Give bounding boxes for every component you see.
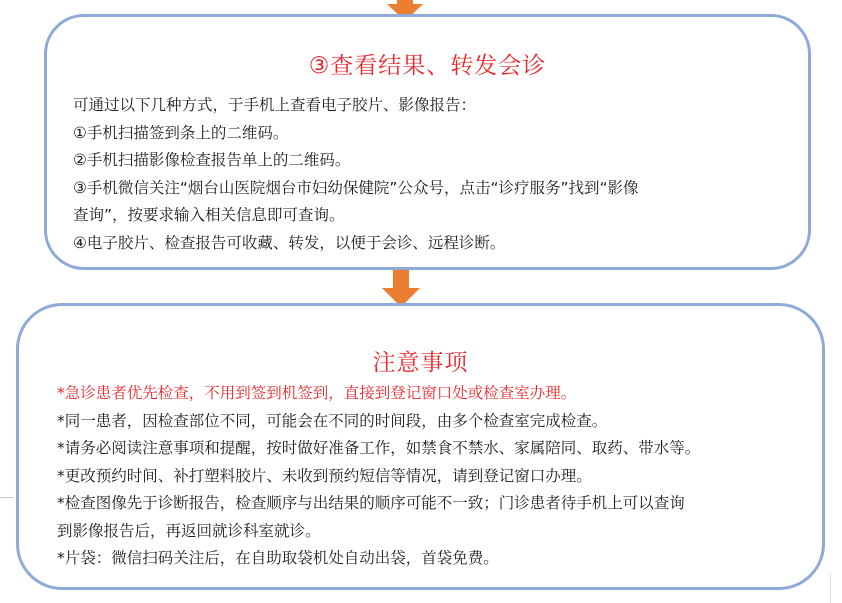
results-line: ③手机微信关注“烟台山医院烟台市妇幼保健院”公众号，点击“诊疗服务”找到“影像 <box>73 178 639 197</box>
notes-line: 到影像报告后，再返回就诊科室就诊。 <box>57 521 321 540</box>
notes-line: *检查图像先于诊断报告，检查顺序与出结果的顺序可能不一致；门诊患者待手机上可以查询 <box>57 494 685 512</box>
notes-line: *片袋：微信扫码关注后，在自助取袋机处自动出袋，首袋免费。 <box>57 549 499 567</box>
results-line: 可通过以下几种方式，于手机上查看电子胶片、影像报告： <box>73 96 477 114</box>
notes-line-emergency: *急诊患者优先检查，不用到签到机签到，直接到登记窗口处或检查室办理。 <box>57 384 577 402</box>
results-section-body <box>73 92 785 257</box>
results-section-title: ③查看结果、转发会诊 <box>308 53 547 79</box>
results-line: 查询”，按要求输入相关信息即可查询。 <box>73 206 345 224</box>
notes-line: *请务必阅读注意事项和提醒，按时做好准备工作，如禁食不禁水、家属陪同、取药、带水等。 <box>57 439 701 457</box>
results-section <box>44 14 811 270</box>
divider <box>830 573 831 603</box>
results-line: ④电子胶片、检查报告可收藏、转发，以便于会诊、远程诊断。 <box>73 233 506 252</box>
divider <box>0 497 14 498</box>
notes-section-title: 注意事项 <box>372 350 469 376</box>
results-line: ②手机扫描影像检查报告单上的二维码。 <box>73 151 351 169</box>
notes-section-body <box>57 380 797 573</box>
notes-line: *更改预约时间、补打塑料胶片、未收到预约短信等情况，请到登记窗口办理。 <box>57 466 592 485</box>
results-line: ①手机扫描签到条上的二维码。 <box>73 123 289 142</box>
notes-line: *同一患者，因检查部位不同，可能会在不同的时间段，由多个检查室完成检查。 <box>57 411 608 430</box>
notes-section <box>16 303 825 590</box>
